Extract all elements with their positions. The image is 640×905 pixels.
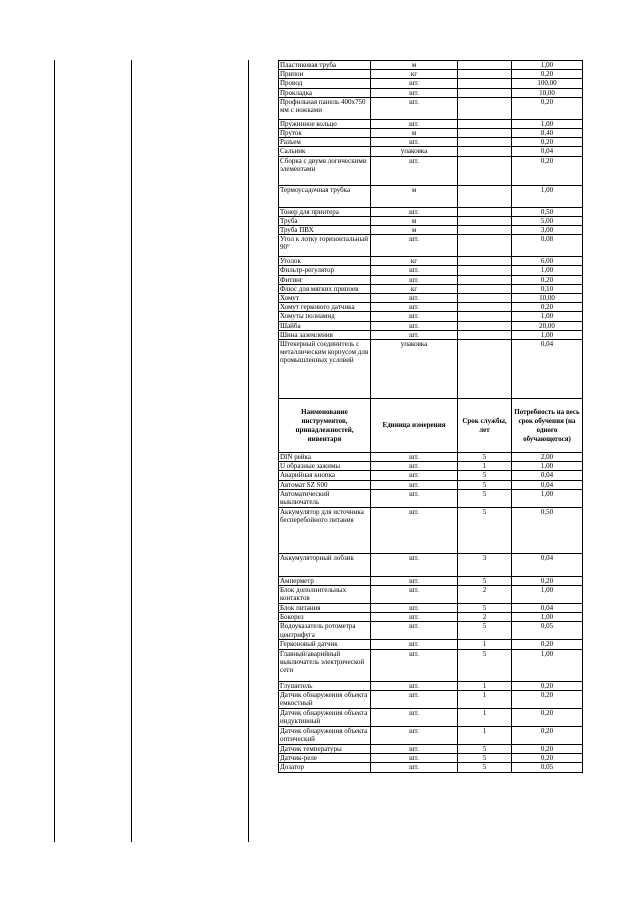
tool-row <box>279 586 583 604</box>
tool-name: Блок дополнительных контактов <box>279 586 371 604</box>
material-qty: 6,00 <box>512 257 583 266</box>
material-row <box>279 257 583 266</box>
material-qty: 100,00 <box>512 79 583 88</box>
tool-life: 1 <box>458 681 512 690</box>
tools-header-life: Срок службы, лет <box>458 399 512 453</box>
material-qty: 0,20 <box>512 70 583 79</box>
tool-name: Герконовый датчик <box>279 640 371 649</box>
tool-name: DIN рейка <box>279 453 371 462</box>
material-row <box>279 321 583 330</box>
material-unit: шт. <box>371 330 458 339</box>
material-name: Пластиковая труба <box>279 61 371 70</box>
tool-qty: 0,50 <box>512 507 583 553</box>
material-unit: шт. <box>371 79 458 88</box>
material-name: Шайба <box>279 321 371 330</box>
material-name: Термоусадочная трубка <box>279 185 371 207</box>
tool-row <box>279 453 583 462</box>
material-qty: 20,00 <box>512 321 583 330</box>
tool-row <box>279 763 583 772</box>
material-row <box>279 129 583 138</box>
tool-name: Датчик температуры <box>279 744 371 753</box>
material-qty: 0,20 <box>512 303 583 312</box>
tool-qty: 0,04 <box>512 604 583 613</box>
tool-unit: шт. <box>371 763 458 772</box>
material-unit: упаковка <box>371 147 458 156</box>
tool-qty: 0,20 <box>512 640 583 649</box>
material-unit: м <box>371 61 458 70</box>
material-name: Профильная панель 400х750 мм с ножками <box>279 97 371 119</box>
tool-name: U образные зажимы <box>279 462 371 471</box>
material-unit: шт. <box>371 207 458 216</box>
material-row <box>279 79 583 88</box>
tool-row <box>279 622 583 640</box>
tool-name: Автоматический выключатель <box>279 489 371 507</box>
material-row <box>279 340 583 399</box>
material-empty-cell <box>458 275 512 284</box>
tool-life: 5 <box>458 576 512 585</box>
material-empty-cell <box>458 129 512 138</box>
tool-qty: 1,00 <box>512 649 583 681</box>
material-row <box>279 138 583 147</box>
material-empty-cell <box>458 97 512 119</box>
tool-life: 1 <box>458 726 512 744</box>
tool-life: 1 <box>458 640 512 649</box>
material-empty-cell <box>458 303 512 312</box>
tool-name: Глушитель <box>279 681 371 690</box>
tool-unit: шт. <box>371 754 458 763</box>
tool-qty: 0,05 <box>512 763 583 772</box>
material-row <box>279 61 583 70</box>
material-unit: шт. <box>371 97 458 119</box>
material-name: Разъем <box>279 138 371 147</box>
tool-qty: 0,04 <box>512 480 583 489</box>
material-row <box>279 226 583 235</box>
tool-qty: 0,20 <box>512 690 583 708</box>
material-empty-cell <box>458 185 512 207</box>
material-name: Труба <box>279 216 371 225</box>
tools-header-name: Наименование инструментов, принадлежностей, инвентаря <box>279 399 371 453</box>
tool-row <box>279 507 583 553</box>
tool-life: 1 <box>458 462 512 471</box>
tool-life: 5 <box>458 604 512 613</box>
tool-qty: 0,20 <box>512 681 583 690</box>
tool-unit: шт. <box>371 507 458 553</box>
tool-qty: 1,00 <box>512 462 583 471</box>
tool-unit: шт. <box>371 553 458 576</box>
material-qty: 0,20 <box>512 97 583 119</box>
tool-name: Автомат SZ S00 <box>279 480 371 489</box>
material-empty-cell <box>458 147 512 156</box>
material-unit: м <box>371 226 458 235</box>
tool-unit: шт. <box>371 453 458 462</box>
tool-row <box>279 553 583 576</box>
frame-line-left <box>54 60 55 842</box>
material-name: Тонер для принтера <box>279 207 371 216</box>
tool-life: 5 <box>458 507 512 553</box>
material-empty-cell <box>458 330 512 339</box>
tool-row <box>279 690 583 708</box>
material-unit: шт. <box>371 235 458 257</box>
tool-qty: 0,04 <box>512 471 583 480</box>
material-name: Флюс для мягких припоев <box>279 284 371 293</box>
tools-header-need: Потребность на весь срок обучения (на одного обучающегося) <box>512 399 583 453</box>
tool-life: 5 <box>458 489 512 507</box>
material-row <box>279 119 583 128</box>
tool-row <box>279 726 583 744</box>
material-qty: 1,00 <box>512 312 583 321</box>
material-qty: 0,08 <box>512 235 583 257</box>
material-name: Сальник <box>279 147 371 156</box>
tool-name: Датчик-реле <box>279 754 371 763</box>
material-name: Штекерный соединитель с металлическим корпусом для промышленных условий <box>279 340 371 399</box>
material-empty-cell <box>458 79 512 88</box>
material-empty-cell <box>458 340 512 399</box>
tool-life: 5 <box>458 763 512 772</box>
material-unit: кг <box>371 257 458 266</box>
material-name: Угол к лотку горизонтальный 90° <box>279 235 371 257</box>
tool-row <box>279 471 583 480</box>
material-qty: 3,00 <box>512 226 583 235</box>
tool-life: 3 <box>458 553 512 576</box>
material-empty-cell <box>458 88 512 97</box>
material-empty-cell <box>458 216 512 225</box>
material-qty: 10,00 <box>512 294 583 303</box>
material-unit: шт. <box>371 275 458 284</box>
tool-name: Бокорез <box>279 613 371 622</box>
material-qty: 0,20 <box>512 156 583 185</box>
material-row <box>279 185 583 207</box>
tool-life: 5 <box>458 622 512 640</box>
tool-life: 5 <box>458 453 512 462</box>
tool-unit: шт. <box>371 604 458 613</box>
material-unit: м <box>371 185 458 207</box>
tool-unit: шт. <box>371 471 458 480</box>
material-empty-cell <box>458 61 512 70</box>
tool-row <box>279 640 583 649</box>
tool-name: Аварийная кнопка <box>279 471 371 480</box>
tool-life: 5 <box>458 471 512 480</box>
material-name: Пружинное кольцо <box>279 119 371 128</box>
material-name: Хомут <box>279 294 371 303</box>
material-empty-cell <box>458 266 512 275</box>
tool-unit: шт. <box>371 622 458 640</box>
tool-unit: шт. <box>371 726 458 744</box>
material-row <box>279 207 583 216</box>
tool-life: 2 <box>458 613 512 622</box>
tool-unit: шт. <box>371 613 458 622</box>
material-qty: 0,20 <box>512 138 583 147</box>
material-name: Сборка с двумя логическими элементами <box>279 156 371 185</box>
material-unit: м <box>371 216 458 225</box>
frame-line-mid <box>131 60 132 842</box>
material-row <box>279 303 583 312</box>
material-qty: 1,00 <box>512 61 583 70</box>
material-name: Уголок <box>279 257 371 266</box>
material-empty-cell <box>458 70 512 79</box>
material-row <box>279 312 583 321</box>
material-row <box>279 147 583 156</box>
material-unit: шт. <box>371 88 458 97</box>
material-qty: 0,04 <box>512 340 583 399</box>
tool-name: Блок питания <box>279 604 371 613</box>
tool-qty: 0,05 <box>512 622 583 640</box>
material-qty: 10,00 <box>512 88 583 97</box>
material-row <box>279 156 583 185</box>
tool-name: Датчик обнаружения объекта оптический <box>279 726 371 744</box>
tool-row <box>279 613 583 622</box>
tool-qty: 0,20 <box>512 726 583 744</box>
tool-name: Датчик обнаружения объекта индуктивный <box>279 708 371 726</box>
tool-unit: шт. <box>371 462 458 471</box>
tool-qty: 0,20 <box>512 708 583 726</box>
material-row <box>279 330 583 339</box>
tool-qty: 1,00 <box>512 586 583 604</box>
tool-life: 5 <box>458 754 512 763</box>
material-empty-cell <box>458 257 512 266</box>
frame-line-right <box>248 60 249 842</box>
material-row <box>279 97 583 119</box>
tool-name: Водоуказатель ротометра центрифуга <box>279 622 371 640</box>
material-row <box>279 275 583 284</box>
material-qty: 1,00 <box>512 330 583 339</box>
material-unit: упаковка <box>371 340 458 399</box>
material-row <box>279 88 583 97</box>
material-unit: кг <box>371 284 458 293</box>
material-row <box>279 216 583 225</box>
material-unit: шт. <box>371 156 458 185</box>
tool-row <box>279 744 583 753</box>
material-unit: шт. <box>371 303 458 312</box>
tool-qty: 2,00 <box>512 453 583 462</box>
material-unit: м <box>371 129 458 138</box>
tool-unit: шт. <box>371 744 458 753</box>
material-unit: кг <box>371 70 458 79</box>
material-empty-cell <box>458 207 512 216</box>
material-name: Пруток <box>279 129 371 138</box>
material-name: Прокладка <box>279 88 371 97</box>
requirements-table-wrap <box>278 60 582 773</box>
tool-unit: шт. <box>371 690 458 708</box>
material-row <box>279 284 583 293</box>
tools-header-row <box>279 399 583 453</box>
material-empty-cell <box>458 294 512 303</box>
material-qty: 0,10 <box>512 284 583 293</box>
tool-row <box>279 681 583 690</box>
material-empty-cell <box>458 226 512 235</box>
tool-qty: 0,20 <box>512 576 583 585</box>
tool-life: 2 <box>458 586 512 604</box>
tool-life: 1 <box>458 708 512 726</box>
tool-row <box>279 754 583 763</box>
material-row <box>279 70 583 79</box>
tool-row <box>279 462 583 471</box>
tool-name: Датчик обнаружения объекта емкостный <box>279 690 371 708</box>
requirements-table <box>278 60 583 773</box>
tool-unit: шт. <box>371 649 458 681</box>
tool-name: Аккумулятор для источника бесперебойного питания <box>279 507 371 553</box>
material-qty: 0,50 <box>512 207 583 216</box>
material-name: Шина заземления <box>279 330 371 339</box>
material-qty: 1,00 <box>512 266 583 275</box>
material-name: Хомут геркового датчика <box>279 303 371 312</box>
material-qty: 0,20 <box>512 275 583 284</box>
tool-name: Главный/аварийный выключатель электрической сети <box>279 649 371 681</box>
material-empty-cell <box>458 235 512 257</box>
tool-row <box>279 604 583 613</box>
material-name: Припои <box>279 70 371 79</box>
material-empty-cell <box>458 284 512 293</box>
material-unit: шт. <box>371 119 458 128</box>
tool-unit: шт. <box>371 576 458 585</box>
tool-qty: 0,20 <box>512 744 583 753</box>
material-name: Фильтр-регулятор <box>279 266 371 275</box>
tools-header-unit: Единица измерения <box>371 399 458 453</box>
material-empty-cell <box>458 312 512 321</box>
material-row <box>279 266 583 275</box>
tool-qty: 1,00 <box>512 613 583 622</box>
tool-name: Аккумуляторный лобзик <box>279 553 371 576</box>
material-qty: 1,00 <box>512 119 583 128</box>
material-name: Труба ПВХ <box>279 226 371 235</box>
material-unit: шт. <box>371 266 458 275</box>
material-empty-cell <box>458 138 512 147</box>
material-name: Фитинг <box>279 275 371 284</box>
tool-row <box>279 489 583 507</box>
tool-name: Дозатор <box>279 763 371 772</box>
tool-unit: шт. <box>371 586 458 604</box>
tool-life: 5 <box>458 480 512 489</box>
material-qty: 0,04 <box>512 147 583 156</box>
material-unit: шт. <box>371 312 458 321</box>
material-row <box>279 235 583 257</box>
tool-life: 5 <box>458 649 512 681</box>
material-unit: шт. <box>371 294 458 303</box>
material-qty: 8,40 <box>512 129 583 138</box>
tool-row <box>279 708 583 726</box>
tool-life: 5 <box>458 744 512 753</box>
material-empty-cell <box>458 119 512 128</box>
tool-qty: 0,04 <box>512 553 583 576</box>
material-empty-cell <box>458 156 512 185</box>
material-name: Провод <box>279 79 371 88</box>
tool-qty: 0,20 <box>512 754 583 763</box>
material-empty-cell <box>458 321 512 330</box>
material-qty: 5,00 <box>512 216 583 225</box>
tool-row <box>279 480 583 489</box>
tool-unit: шт. <box>371 489 458 507</box>
tool-row <box>279 649 583 681</box>
tool-unit: шт. <box>371 681 458 690</box>
material-name: Хомуты полиамид <box>279 312 371 321</box>
tool-qty: 1,00 <box>512 489 583 507</box>
tool-row <box>279 576 583 585</box>
material-qty: 1,00 <box>512 185 583 207</box>
tool-unit: шт. <box>371 480 458 489</box>
tool-life: 1 <box>458 690 512 708</box>
tool-name: Амперметр <box>279 576 371 585</box>
tool-unit: шт. <box>371 708 458 726</box>
material-row <box>279 294 583 303</box>
material-unit: шт. <box>371 138 458 147</box>
material-unit: шт. <box>371 321 458 330</box>
tool-unit: шт. <box>371 640 458 649</box>
